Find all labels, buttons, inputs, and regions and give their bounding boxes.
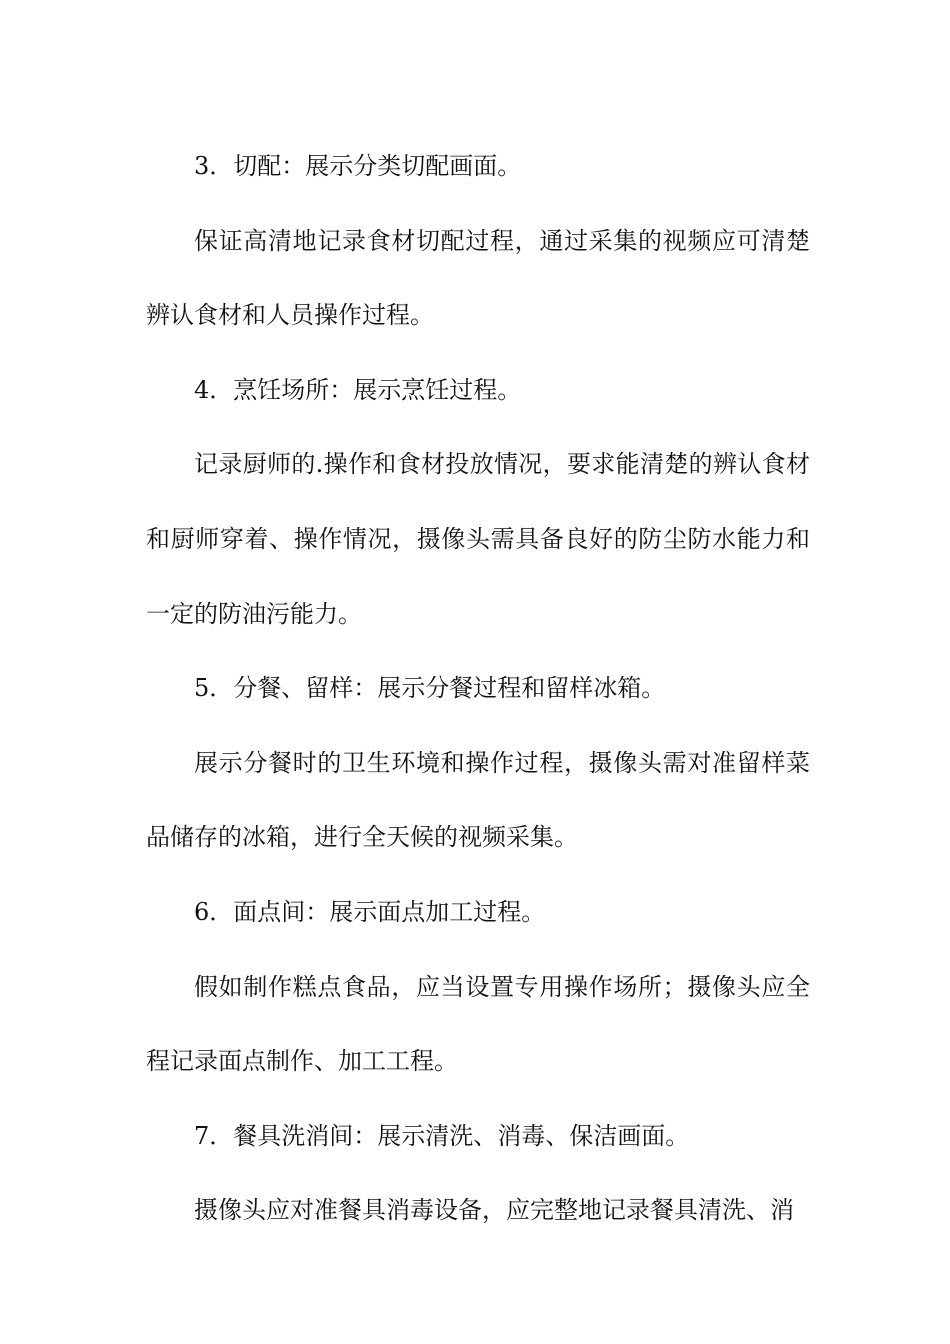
document-body — [146, 129, 810, 1248]
section-heading-pastry-room: 6．面点间：展示面点加工过程。 — [194, 897, 546, 926]
paragraph-dishwashing-room: 摄像头应对准餐具消毒设备，应完整地记录餐具清洗、消 — [194, 1196, 794, 1225]
section-heading-cooking: 4．烹饪场所：展示烹饪过程。 — [194, 375, 522, 404]
paragraph-serving-sampling: 展示分餐时的卫生环境和操作过程，摄像头需对准留样菜品储存的冰箱，进行全天候的视频采集。 — [146, 748, 810, 852]
paragraph-cooking: 记录厨师的.操作和食材投放情况，要求能清楚的辨认食材和厨师穿着、操作情况，摄像头需具备良好的防尘防水能力和一定的防油污能力。 — [146, 450, 810, 628]
paragraph-pastry-room: 假如制作糕点食品，应当设置专用操作场所；摄像头应全程记录面点制作、加工工程。 — [146, 972, 810, 1076]
paragraph-cutting: 保证高清地记录食材切配过程，通过采集的视频应可清楚辨认食材和人员操作过程。 — [146, 226, 810, 330]
section-heading-cutting: 3．切配：展示分类切配画面。 — [194, 152, 522, 180]
section-heading-serving-sampling: 5．分餐、留样：展示分餐过程和留样冰箱。 — [194, 674, 666, 703]
section-heading-dishwashing-room: 7．餐具洗消间：展示清洗、消毒、保洁画面。 — [194, 1121, 690, 1150]
